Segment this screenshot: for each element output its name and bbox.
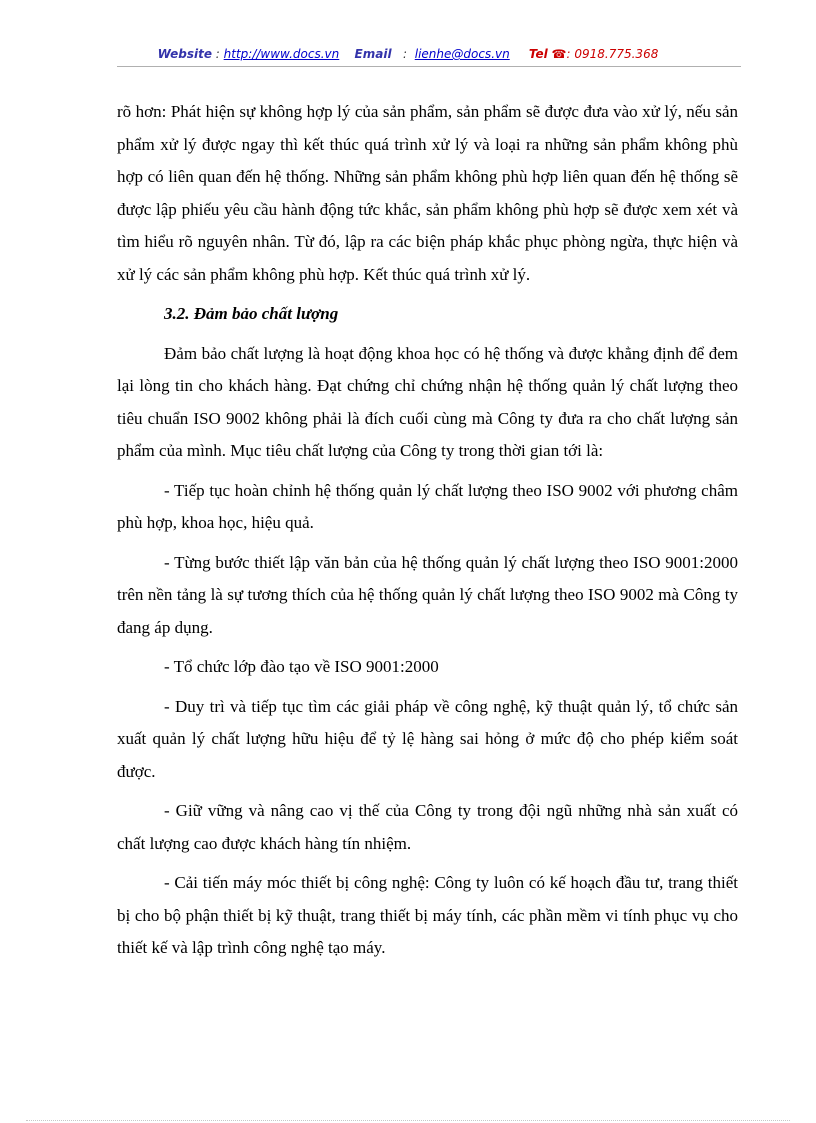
section-heading: 3.2. Đảm bảo chất lượng — [164, 304, 339, 323]
document-body — [117, 96, 738, 972]
bullet-item: - Cải tiến máy móc thiết bị công nghệ: Công ty luôn có kế hoạch đầu tư, trang thiết bị cho bộ phận thiết bị kỹ thuật, trang thiết bị máy tính, các phần mềm vi tính phục vụ cho thiết kế và lập trình công nghệ tạo máy. — [117, 873, 738, 957]
page-header: Website : http://www.docs.vn Email : lienhe@docs.vn Tel ☎: 0918.775.368 — [157, 47, 659, 61]
phone-number: 0918.775.368 — [574, 47, 659, 61]
email-link[interactable]: lienhe@docs.vn — [414, 47, 510, 61]
tel-label: Tel — [528, 47, 548, 61]
bullet-item: - Duy trì và tiếp tục tìm các giải pháp về công nghệ, kỹ thuật quản lý, tổ chức sản xuất quản lý chất lượng hữu hiệu để tỷ lệ hàng sai hỏng ở mức độ cho phép kiểm soát được. — [117, 696, 738, 781]
email-label: Email — [354, 47, 392, 61]
bullet-item: - Tiếp tục hoàn chỉnh hệ thống quản lý chất lượng theo ISO 9002 với phương châm phù hợp, khoa học, hiệu quả. — [117, 480, 738, 532]
footer-divider — [26, 1120, 790, 1121]
bullet-item: - Từng bước thiết lập văn bản của hệ thống quản lý chất lượng theo ISO 9001:2000 trên nền tảng là sự tương thích của hệ thống quản lý chất lượng theo ISO 9002 mà Công ty đang áp dụng. — [117, 552, 738, 637]
paragraph-quality: Đảm bảo chất lượng là hoạt động khoa học có hệ thống và được khẳng định để đem lại lòng tin cho khách hàng. Đạt chứng chỉ chứng nhận hệ thống quản lý chất lượng theo tiêu chuẩn ISO 9002 không phải là đích cuối cùng mà Công ty đưa ra cho chất lượng sản phẩm của mình. Mục tiêu chất lượng của Công ty trong thời gian tới là: — [117, 343, 738, 460]
bullet-item: - Giữ vững và nâng cao vị thế của Công ty trong đội ngũ những nhà sản xuất có chất lượng cao được khách hàng tín nhiệm. — [117, 801, 738, 853]
website-label: Website — [157, 47, 212, 61]
website-link[interactable]: http://www.docs.vn — [223, 47, 340, 61]
header-separator: : — [215, 47, 224, 61]
phone-icon: ☎ — [551, 47, 567, 61]
bullet-item: - Tổ chức lớp đào tạo về ISO 9001:2000 — [164, 657, 439, 676]
paragraph-intro: rõ hơn: Phát hiện sự không hợp lý của sản phẩm, sản phẩm sẽ được đưa vào xử lý, nếu sản phẩm xử lý được ngay thì kết thúc quá trình xử lý và loại ra những sản phẩm không phù hợp có liên quan đến hệ thống. Những sản phẩm không phù hợp liên quan đến hệ thống sẽ được lập phiếu yêu cầu hành động tức khắc, sản phẩm không phù hợp sẽ được xem xét và tìm hiểu rõ nguyên nhân. Từ đó, lập ra các biện pháp khắc phục phòng ngừa, thực hiện và xử lý các sản phẩm không phù hợp. Kết thúc quá trình xử lý. — [117, 102, 738, 284]
header-divider — [117, 66, 741, 67]
